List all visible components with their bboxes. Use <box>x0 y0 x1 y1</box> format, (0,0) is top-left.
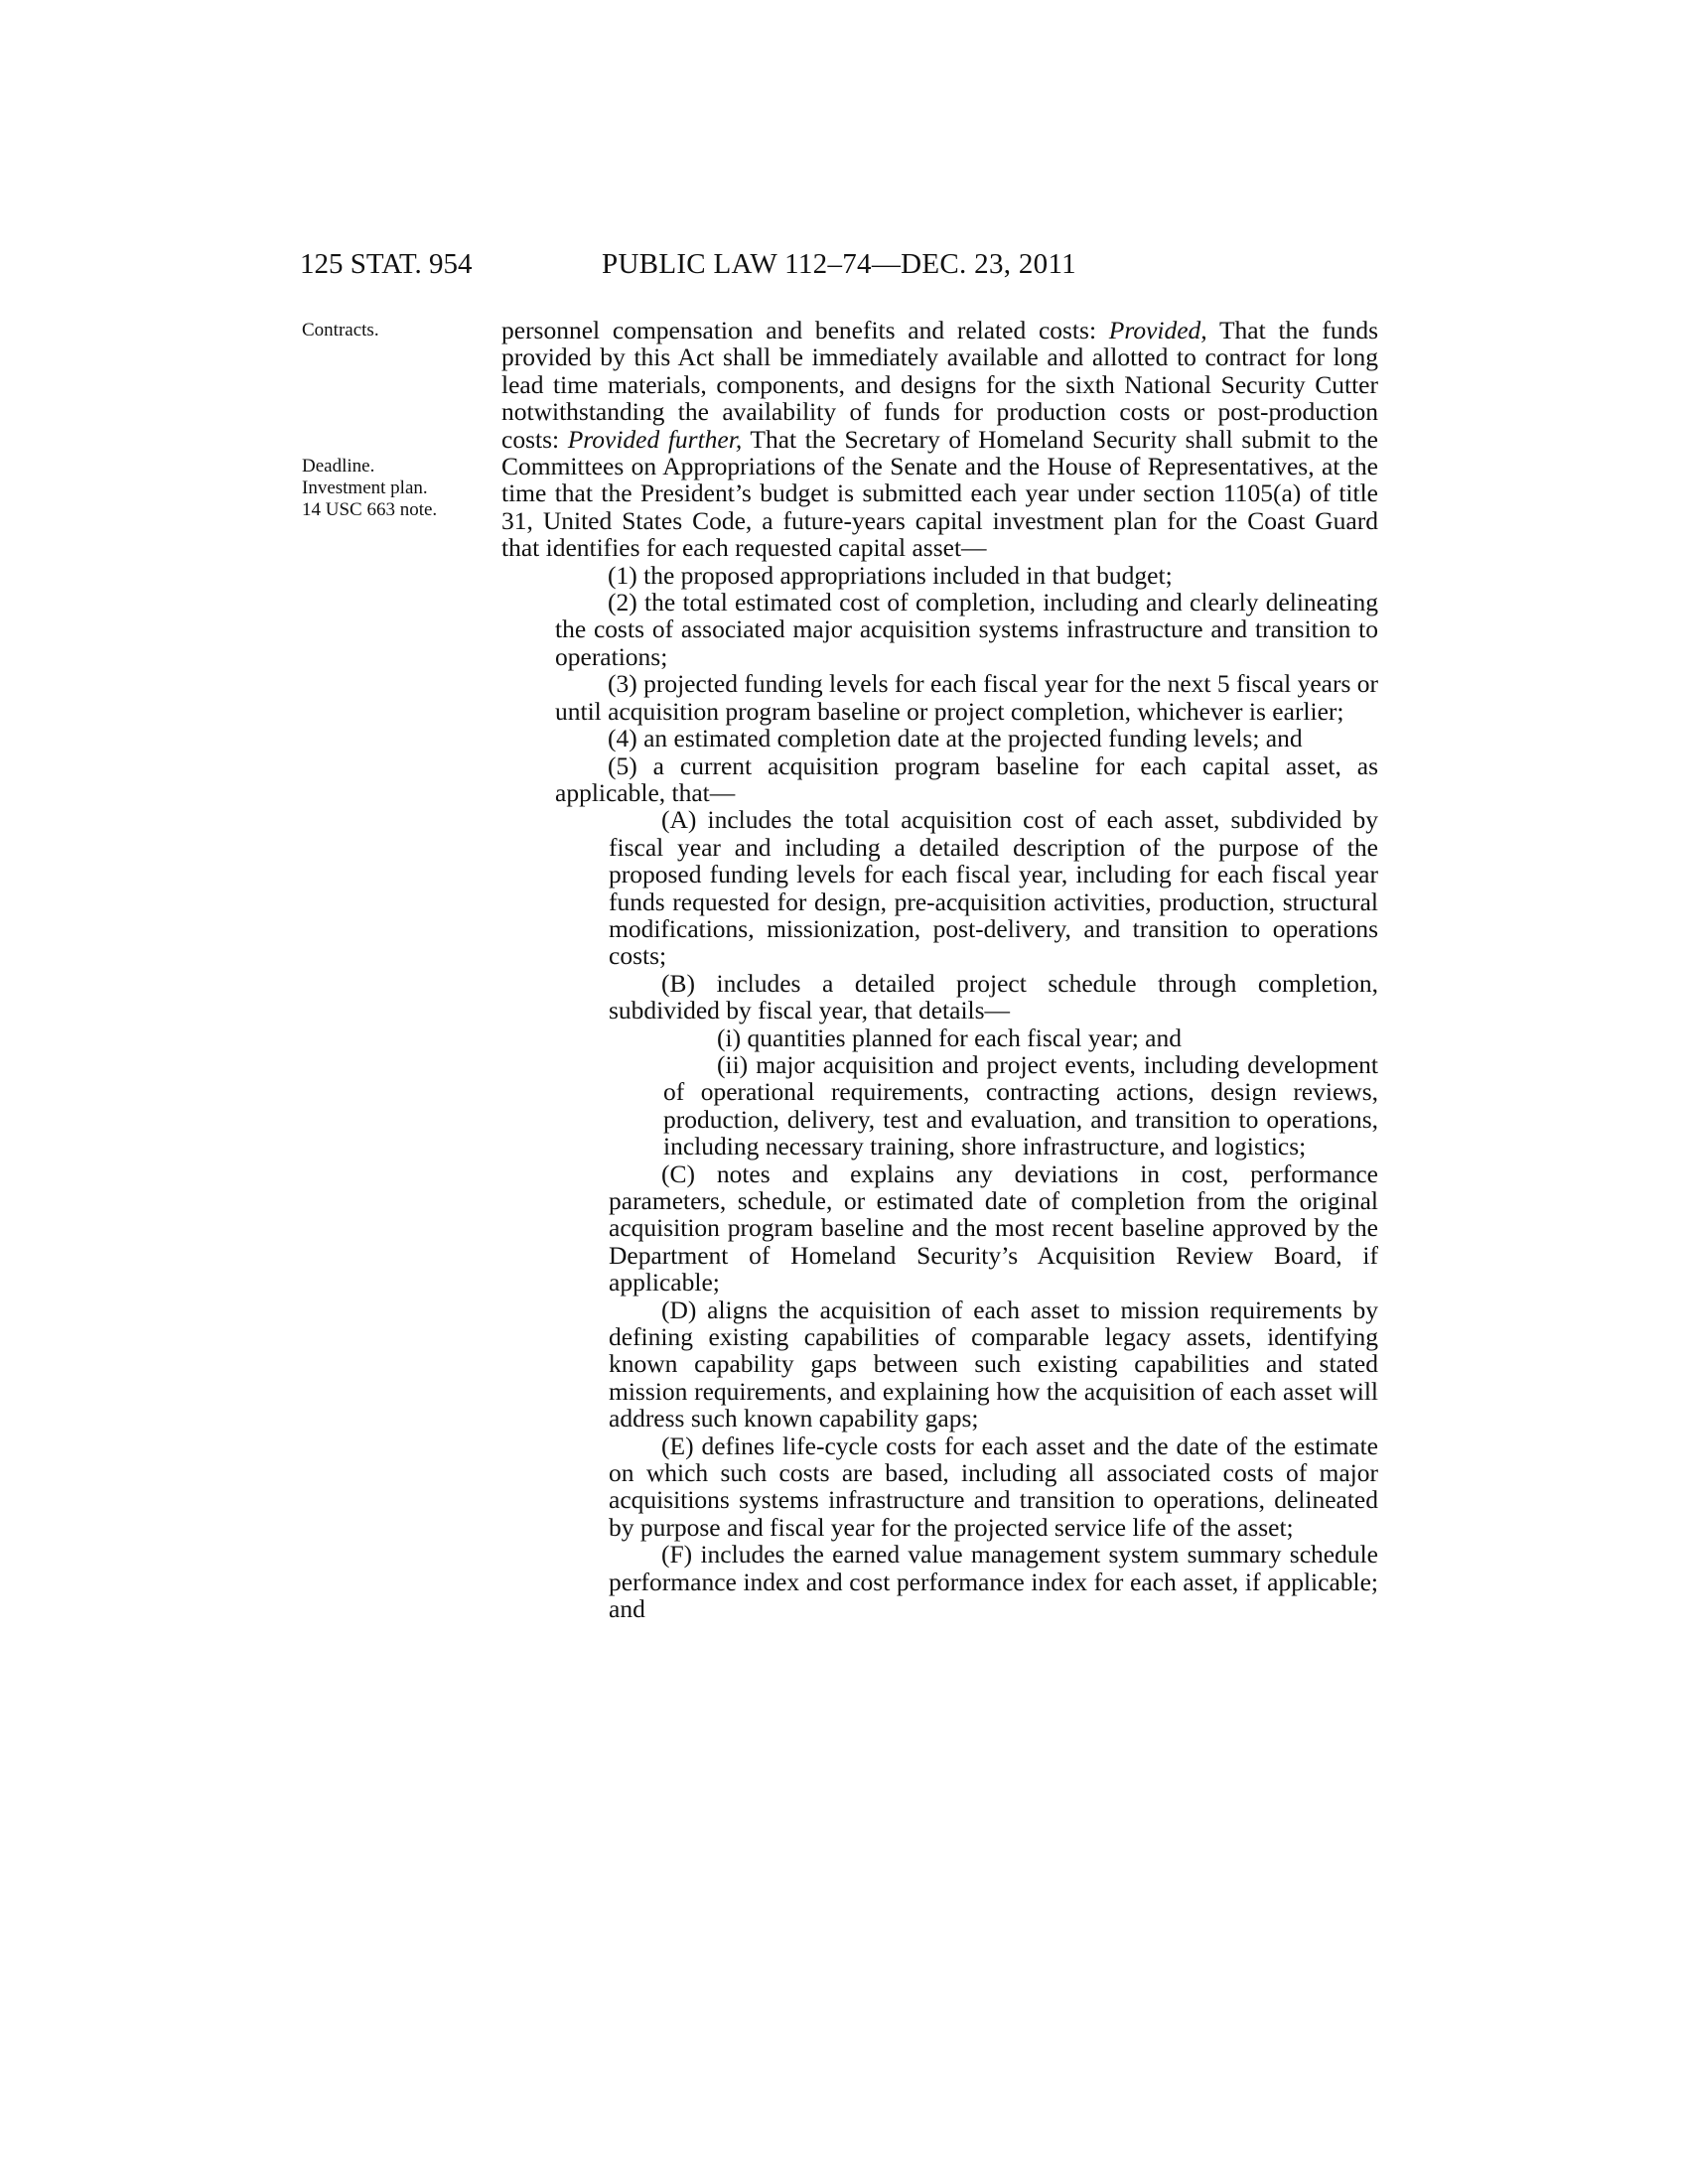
paragraph-3: (3) projected funding levels for each fiscal year for the next 5 fiscal years or until acquisition program baseline or project completion, whichever is earlier; <box>555 669 1378 726</box>
subparagraph-d: (D) aligns the acquisition of each asset to mission requirements by defining existing capabilities of comparable legacy assets, identifying known capability gaps between such existing capabilities and stated mission requirements, and explaining how the acquisition of each asset will address such known capability gaps; <box>609 1295 1378 1433</box>
margin-note-investment-plan: Investment plan. <box>302 478 428 498</box>
statute-page-reference: 125 STAT. 954 <box>300 248 473 280</box>
provided-term: Provided, <box>1108 316 1207 344</box>
clause-ii: (ii) major acquisition and project events, including development of operational requirements, contracting actions, design reviews, production, delivery, test and evaluation, and transition to operations, including necessary training, shore infrastructure, and logistics; <box>663 1049 1378 1161</box>
page-header <box>300 248 1378 288</box>
intro-text-1: personnel compensation and benefits and related costs: <box>501 316 1109 344</box>
intro-paragraph <box>501 317 1378 562</box>
paragraph-4: (4) an estimated completion date at the projected funding levels; and <box>608 724 1303 753</box>
subparagraph-c: (C) notes and explains any deviations in cost, performance parameters, schedule, or estimated date of completion from the original acquisition program baseline and the most recent baseline approved by the Department of Homeland Security’s Acquisition Review Board, if applicable; <box>609 1159 1378 1297</box>
margin-note-contracts: Contracts. <box>302 320 379 341</box>
paragraph-2: (2) the total estimated cost of completion, including and clearly delineating the costs of associated major acquisition systems infrastructure and transition to operations; <box>555 588 1378 671</box>
margin-note-deadline: Deadline. <box>302 456 375 477</box>
page-title: PUBLIC LAW 112–74—DEC. 23, 2011 <box>602 248 1076 280</box>
paragraph-1: (1) the proposed appropriations included in that budget; <box>608 560 1173 590</box>
paragraph-5: (5) a current acquisition program baseline for each capital asset, as applicable, that— <box>555 751 1378 807</box>
subparagraph-b: (B) includes a detailed project schedule through completion, subdivided by fiscal year, that details— <box>609 968 1378 1025</box>
intro-text-3: That the Secretary of Homeland Security shall submit to the Committees on Appropriations of the Senate and the House of Representatives, at the time that the President’s budget is submitted each year under section 1105(a) of title 31, United States Code, a future-years capital investment plan for the Coast Guard that identifies for each requested capital asset— <box>501 424 1378 563</box>
provided-further-term: Provided further, <box>567 424 743 454</box>
statute-body <box>501 317 1378 1623</box>
subparagraph-a: (A) includes the total acquisition cost of each asset, subdivided by fiscal year and including a detailed description of the purpose of the proposed funding levels for each fiscal year, including for each fiscal year funds requested for design, pre-acquisition activities, production, structural modifications, missionization, post-delivery, and transition to operations costs; <box>609 805 1378 971</box>
subparagraph-f: (F) includes the earned value management system summary schedule performance index and cost performance index for each asset, if applicable; and <box>609 1540 1378 1624</box>
clause-i: (i) quantities planned for each fiscal year; and <box>717 1023 1183 1052</box>
margin-note-usc: 14 USC 663 note. <box>302 499 438 520</box>
subparagraph-e: (E) defines life-cycle costs for each asset and the date of the estimate on which such costs are based, including all associated costs of major acquisitions systems infrastructure and transition to operations, delineated by purpose and fiscal year for the projected service life of the asset; <box>609 1431 1378 1542</box>
intro-text-2: That the funds provided by this Act shall be immediately available and allotted to contract for long lead time materials, components, and designs for the sixth National Security Cutter notwithstanding the availability of funds for production costs or post-production costs: <box>501 316 1379 454</box>
